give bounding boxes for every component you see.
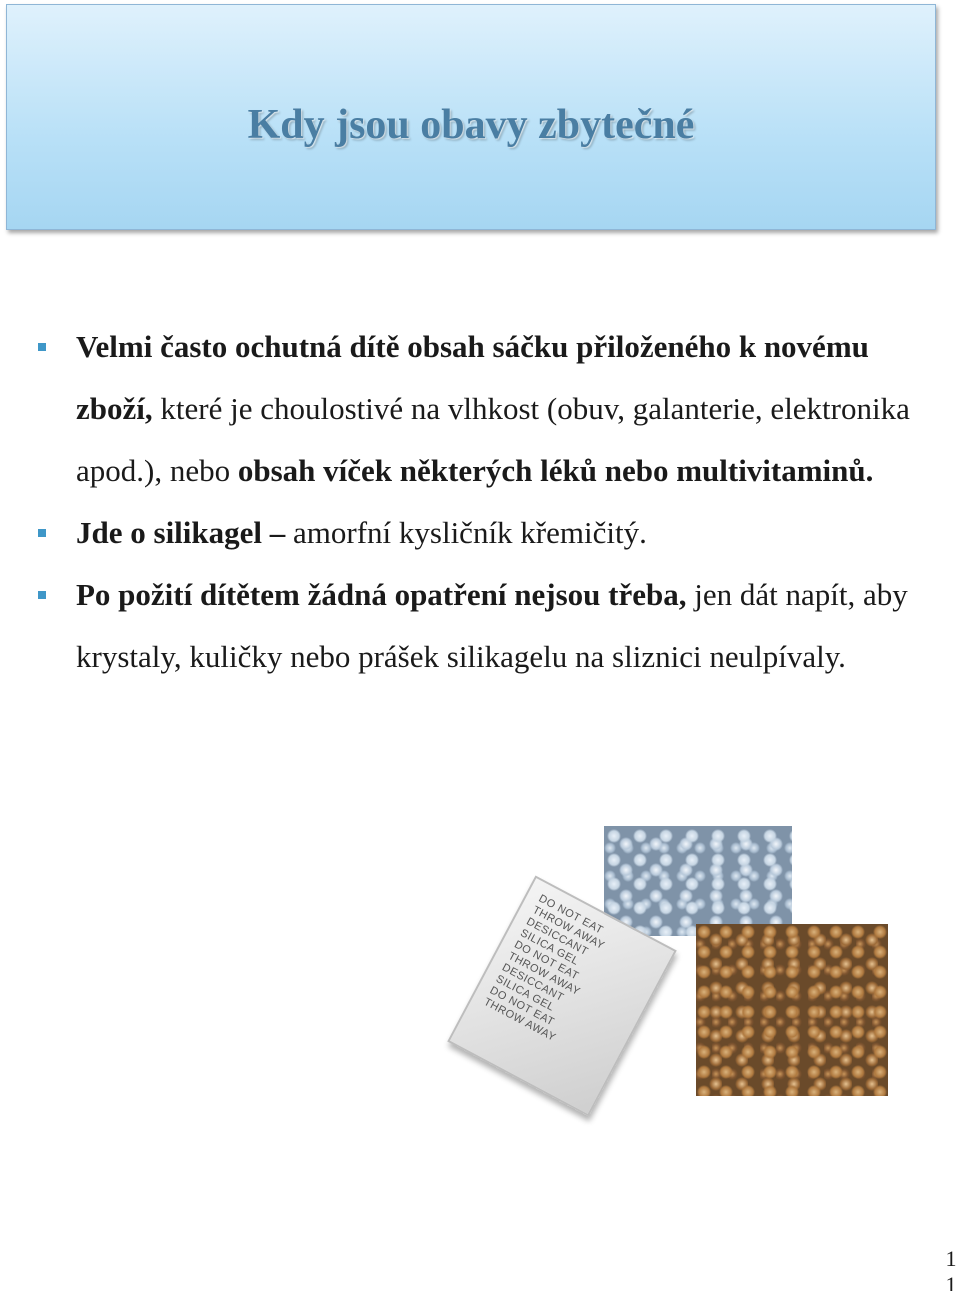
bullet-1-bold-1: Velmi často ochutná dítě obsah sáčku přiloženého k novému zboží, <box>76 329 869 426</box>
amber-silica-beads-image <box>696 924 888 1096</box>
bullet-2-bold: Jde o silikagel – <box>76 515 286 550</box>
silica-gel-illustration <box>450 826 900 1106</box>
bullet-2-text: amorfní kysličník křemičitý. <box>285 515 647 550</box>
bullet-square-icon <box>38 591 46 599</box>
bullet-list <box>0 316 960 688</box>
page-number-line-2: 1 <box>945 1272 957 1291</box>
bullet-item-2 <box>0 502 960 564</box>
desiccant-sachet-image: DO NOT EAT THROW AWAY DESICCANT SILICA GEL DO NOT EAT THROW AWAY DESICCANT SILICA GEL DO NOT EAT THROW AWAY <box>447 875 677 1116</box>
bullet-3-text: jen dát napít, aby krystaly, kuličky nebo prášek silikagelu na sliznici neulpívaly. <box>76 577 908 674</box>
page-number <box>943 1246 959 1291</box>
clear-silica-beads-image <box>604 826 792 936</box>
bullet-square-icon <box>38 343 46 351</box>
bullet-square-icon <box>38 529 46 537</box>
title-banner <box>6 4 936 230</box>
slide-title: Kdy jsou obavy zbytečné <box>247 102 695 148</box>
bullet-item-1 <box>0 316 960 502</box>
bullet-3-bold: Po požití dítětem žádná opatření nejsou třeba, <box>76 577 687 612</box>
bullet-1-text: které je choulostivé na vlhkost (obuv, galanterie, elektronika apod.), nebo <box>76 391 910 488</box>
page-number-line-1: 1 <box>945 1246 957 1271</box>
bullet-item-3 <box>0 564 960 688</box>
bullet-1-bold-2: obsah víček některých léků nebo multivitaminů. <box>237 453 874 488</box>
